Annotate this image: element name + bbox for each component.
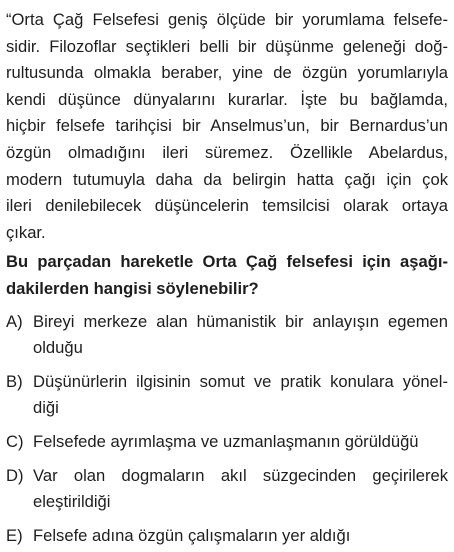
passage-line: çıkar.: [6, 222, 46, 242]
passage-line: hiçbir felsefe tarihçisi bir Anselmus’un, bir Bernardus’un: [6, 116, 448, 136]
option-letter: D): [6, 465, 24, 485]
option-text: Felsefede ayrımlaşma ve uzmanlaşmanın görüldüğü: [33, 431, 419, 451]
option-text: Düşünürlerin ilgisinin somut ve pratik konulara yönel-: [33, 371, 448, 391]
option-letter: E): [6, 525, 23, 545]
question-line: Bu parçadan hareketle Orta Çağ felsefesi için aşağı-: [6, 252, 448, 272]
question-line: dakilerden hangisi söylenebilir?: [6, 278, 259, 298]
option-a[interactable]: [6, 309, 448, 362]
passage-text: [6, 7, 448, 246]
option-letter: B): [6, 371, 23, 391]
passage-line: sidir. Filozoflar seçtikleri belli bir düşünme geleneği doğ-: [6, 36, 448, 56]
passage-line: modern tutumuyla daha da belirgin hatta çağı için çok: [6, 169, 448, 189]
option-e[interactable]: [6, 523, 448, 550]
option-text: Var olan dogmaların akıl süzgecinden geçirilerek: [33, 465, 448, 485]
option-text: olduğu: [33, 338, 83, 358]
option-c[interactable]: [6, 429, 448, 456]
option-letter: A): [6, 311, 23, 331]
option-text: Bireyi merkeze alan hümanistik bir anlayışın egemen: [33, 311, 448, 331]
passage-line: ileri denilebilecek düşüncelerin temsilcisi olarak ortaya: [6, 196, 448, 216]
option-text: eleştirildiği: [33, 492, 111, 512]
passage-line: özgün olmadığını ileri süremez. Özellikle Abelardus,: [6, 142, 448, 162]
option-text: diği: [33, 398, 59, 418]
passage-line: “Orta Çağ Felsefesi geniş ölçüde bir yorumlama felsefe-: [6, 10, 448, 29]
option-b[interactable]: [6, 369, 448, 422]
option-d[interactable]: [6, 463, 448, 516]
answer-options: [6, 309, 448, 550]
option-letter: C): [6, 431, 24, 451]
passage-line: kendi düşünce dünyalarını kurarlar. İşte bu bağlamda,: [6, 89, 448, 109]
question-stem: [6, 249, 448, 302]
passage-line: rultusunda olmakla beraber, yine de özgün yorumlarıyla: [6, 63, 448, 83]
option-text: Felsefe adına özgün çalışmaların yer aldığı: [33, 525, 351, 545]
